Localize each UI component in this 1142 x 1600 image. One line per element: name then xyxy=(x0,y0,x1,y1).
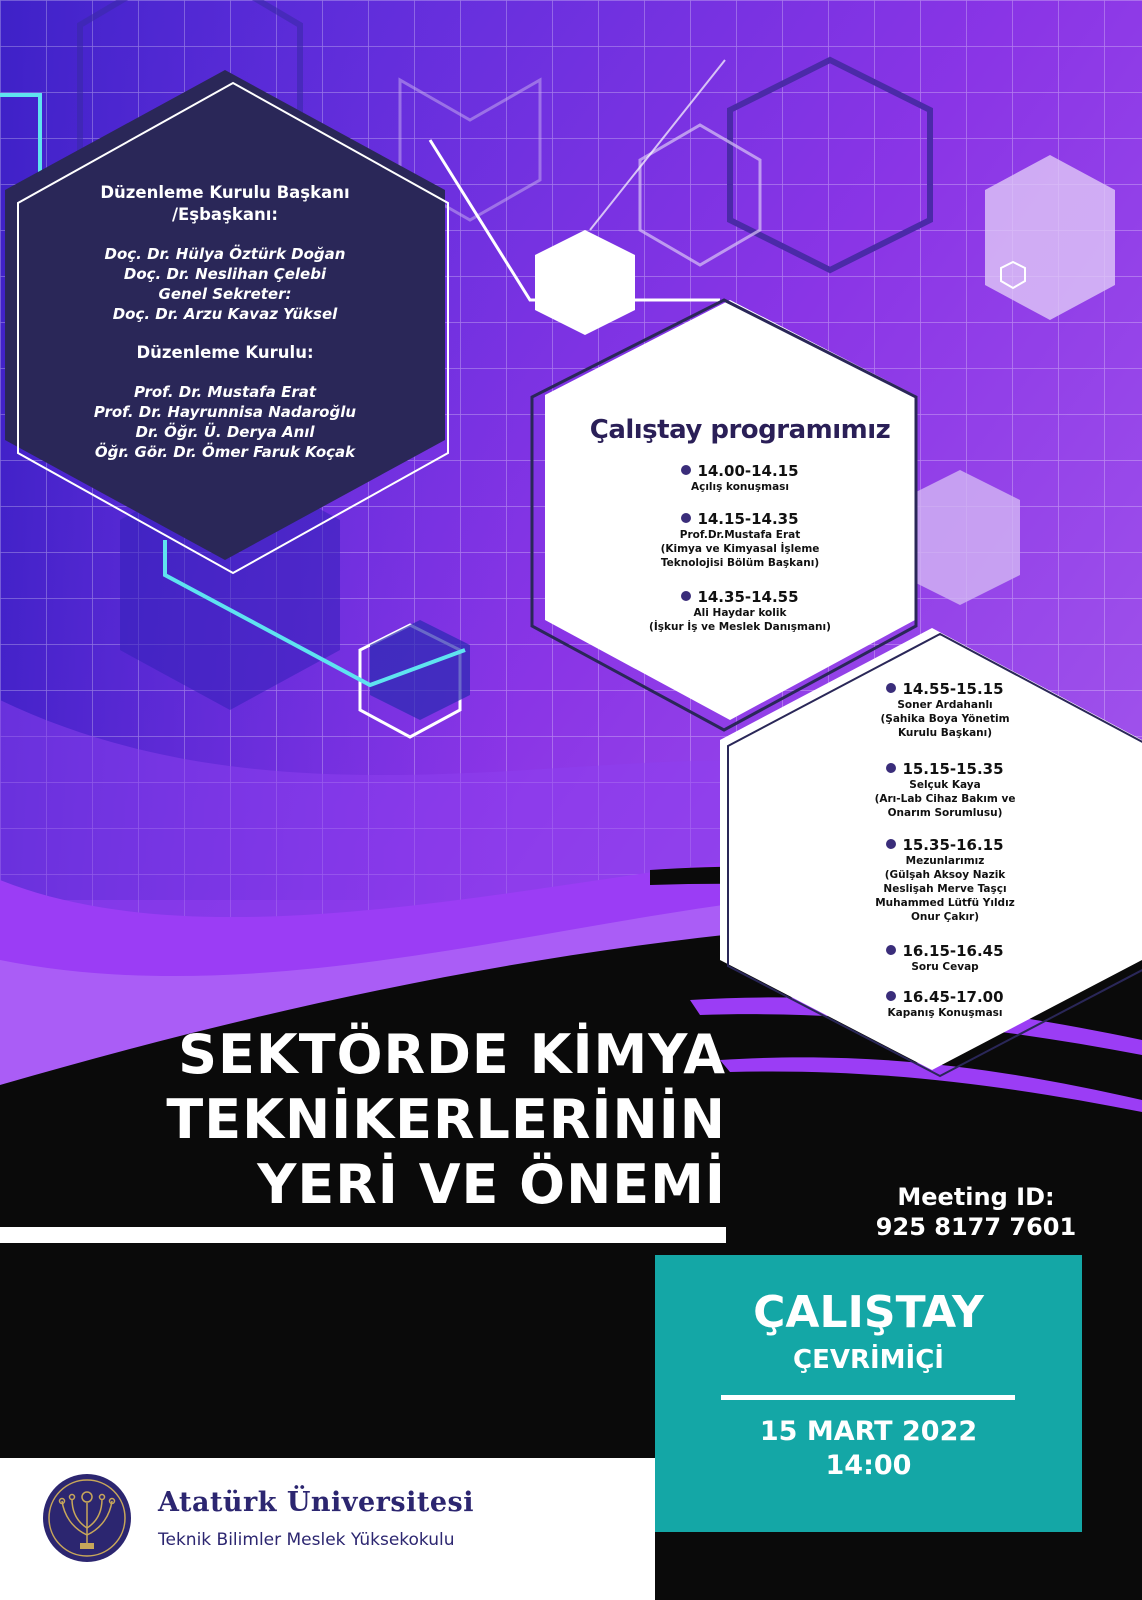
event-time: 14:00 xyxy=(825,1450,912,1481)
program-slot xyxy=(830,836,1060,924)
slot-desc: Soru Cevap xyxy=(911,961,979,973)
program-slot xyxy=(590,462,890,494)
bullet-icon xyxy=(681,591,691,601)
title-line-1: SEKTÖRDE KİMYA xyxy=(178,1023,726,1086)
title-line-3: YERİ VE ÖNEMİ xyxy=(257,1153,726,1216)
slot-desc: Teknolojisi Bölüm Başkanı) xyxy=(660,557,820,569)
program-slot xyxy=(830,680,1060,740)
event-name: ÇALIŞTAY xyxy=(753,1287,984,1338)
title-line-2: TEKNİKERLERİNİN xyxy=(166,1088,726,1151)
slot-desc: (Kimya ve Kimyasal İşleme xyxy=(660,543,820,555)
university-seal-icon xyxy=(42,1473,132,1563)
slot-desc: Açılış konuşması xyxy=(690,481,790,493)
organizers-heading-2: Düzenleme Kurulu: xyxy=(136,343,314,362)
event-info-box xyxy=(655,1255,1082,1532)
university-name: Atatürk Üniversitesi xyxy=(158,1487,474,1518)
slot-desc: Onarım Sorumlusu) xyxy=(887,807,1003,819)
head-name: Doç. Dr. Arzu Kavaz Yüksel xyxy=(112,305,338,323)
head-name: Doç. Dr. Neslihan Çelebi xyxy=(123,265,327,283)
slot-time: 15.35-16.15 xyxy=(902,836,1004,854)
member-name: Dr. Öğr. Ü. Derya Anıl xyxy=(135,423,315,441)
program-slot xyxy=(830,942,1060,974)
bullet-icon xyxy=(886,683,896,693)
slot-time: 16.45-17.00 xyxy=(902,988,1004,1006)
slot-desc: Kapanış Konuşması xyxy=(887,1007,1003,1019)
slot-time: 14.35-14.55 xyxy=(697,588,799,606)
program-title: Çalıştay programımız xyxy=(589,415,891,445)
slot-time: 15.15-15.35 xyxy=(902,760,1004,778)
member-name: Öğr. Gör. Dr. Ömer Faruk Koçak xyxy=(94,443,356,461)
meeting-id: 925 8177 7601 xyxy=(875,1213,1077,1241)
event-mode: ÇEVRİMİÇİ xyxy=(793,1345,944,1375)
bullet-icon xyxy=(681,513,691,523)
slot-desc: (İşkur İş ve Meslek Danışmanı) xyxy=(649,621,831,633)
slot-time: 16.15-16.45 xyxy=(902,942,1004,960)
slot-time: 14.15-14.35 xyxy=(697,510,799,528)
event-title xyxy=(100,1022,726,1217)
member-name: Prof. Dr. Mustafa Erat xyxy=(133,383,317,401)
bullet-icon xyxy=(886,839,896,849)
bullet-icon xyxy=(886,991,896,1001)
slot-time: 14.55-15.15 xyxy=(902,680,1004,698)
organizers-heading-1: Düzenleme Kurulu Başkanı xyxy=(100,183,350,202)
slot-desc: (Şahika Boya Yönetim xyxy=(880,713,1010,725)
slot-desc: (Arı-Lab Cihaz Bakım ve xyxy=(874,793,1016,805)
organizers-panel xyxy=(60,182,390,462)
slot-desc: Mezunlarımız xyxy=(905,855,985,867)
slot-time: 14.00-14.15 xyxy=(697,462,799,480)
slot-desc: Selçuk Kaya xyxy=(909,779,981,791)
slot-desc: (Gülşah Aksoy Nazik xyxy=(884,869,1006,881)
program-slot xyxy=(830,760,1060,820)
member-name: Prof. Dr. Hayrunnisa Nadaroğlu xyxy=(93,403,357,421)
program-slot xyxy=(590,588,890,634)
slot-desc: Prof.Dr.Mustafa Erat xyxy=(679,529,801,541)
organizers-heading-1-cont: /Eşbaşkanı: xyxy=(172,205,278,224)
slot-desc: Kurulu Başkanı) xyxy=(897,727,993,739)
slot-desc: Neslişah Merve Taşçı xyxy=(883,883,1007,895)
title-underline xyxy=(0,1227,726,1243)
meeting-label: Meeting ID: xyxy=(897,1183,1055,1211)
school-name: Teknik Bilimler Meslek Yüksekokulu xyxy=(158,1530,455,1550)
program-slot xyxy=(590,510,890,570)
divider xyxy=(721,1395,1015,1400)
bullet-icon xyxy=(886,763,896,773)
head-name: Genel Sekreter: xyxy=(158,285,292,303)
meeting-info xyxy=(870,1182,1082,1242)
bullet-icon xyxy=(681,465,691,475)
program-slot xyxy=(830,988,1060,1020)
slot-desc: Soner Ardahanlı xyxy=(897,699,993,711)
event-date: 15 MART 2022 xyxy=(759,1416,978,1447)
slot-desc: Onur Çakır) xyxy=(910,911,980,923)
slot-desc: Ali Haydar kolik xyxy=(693,607,787,619)
head-name: Doç. Dr. Hülya Öztürk Doğan xyxy=(104,245,346,263)
slot-desc: Muhammed Lütfü Yıldız xyxy=(875,897,1015,909)
bullet-icon xyxy=(886,945,896,955)
